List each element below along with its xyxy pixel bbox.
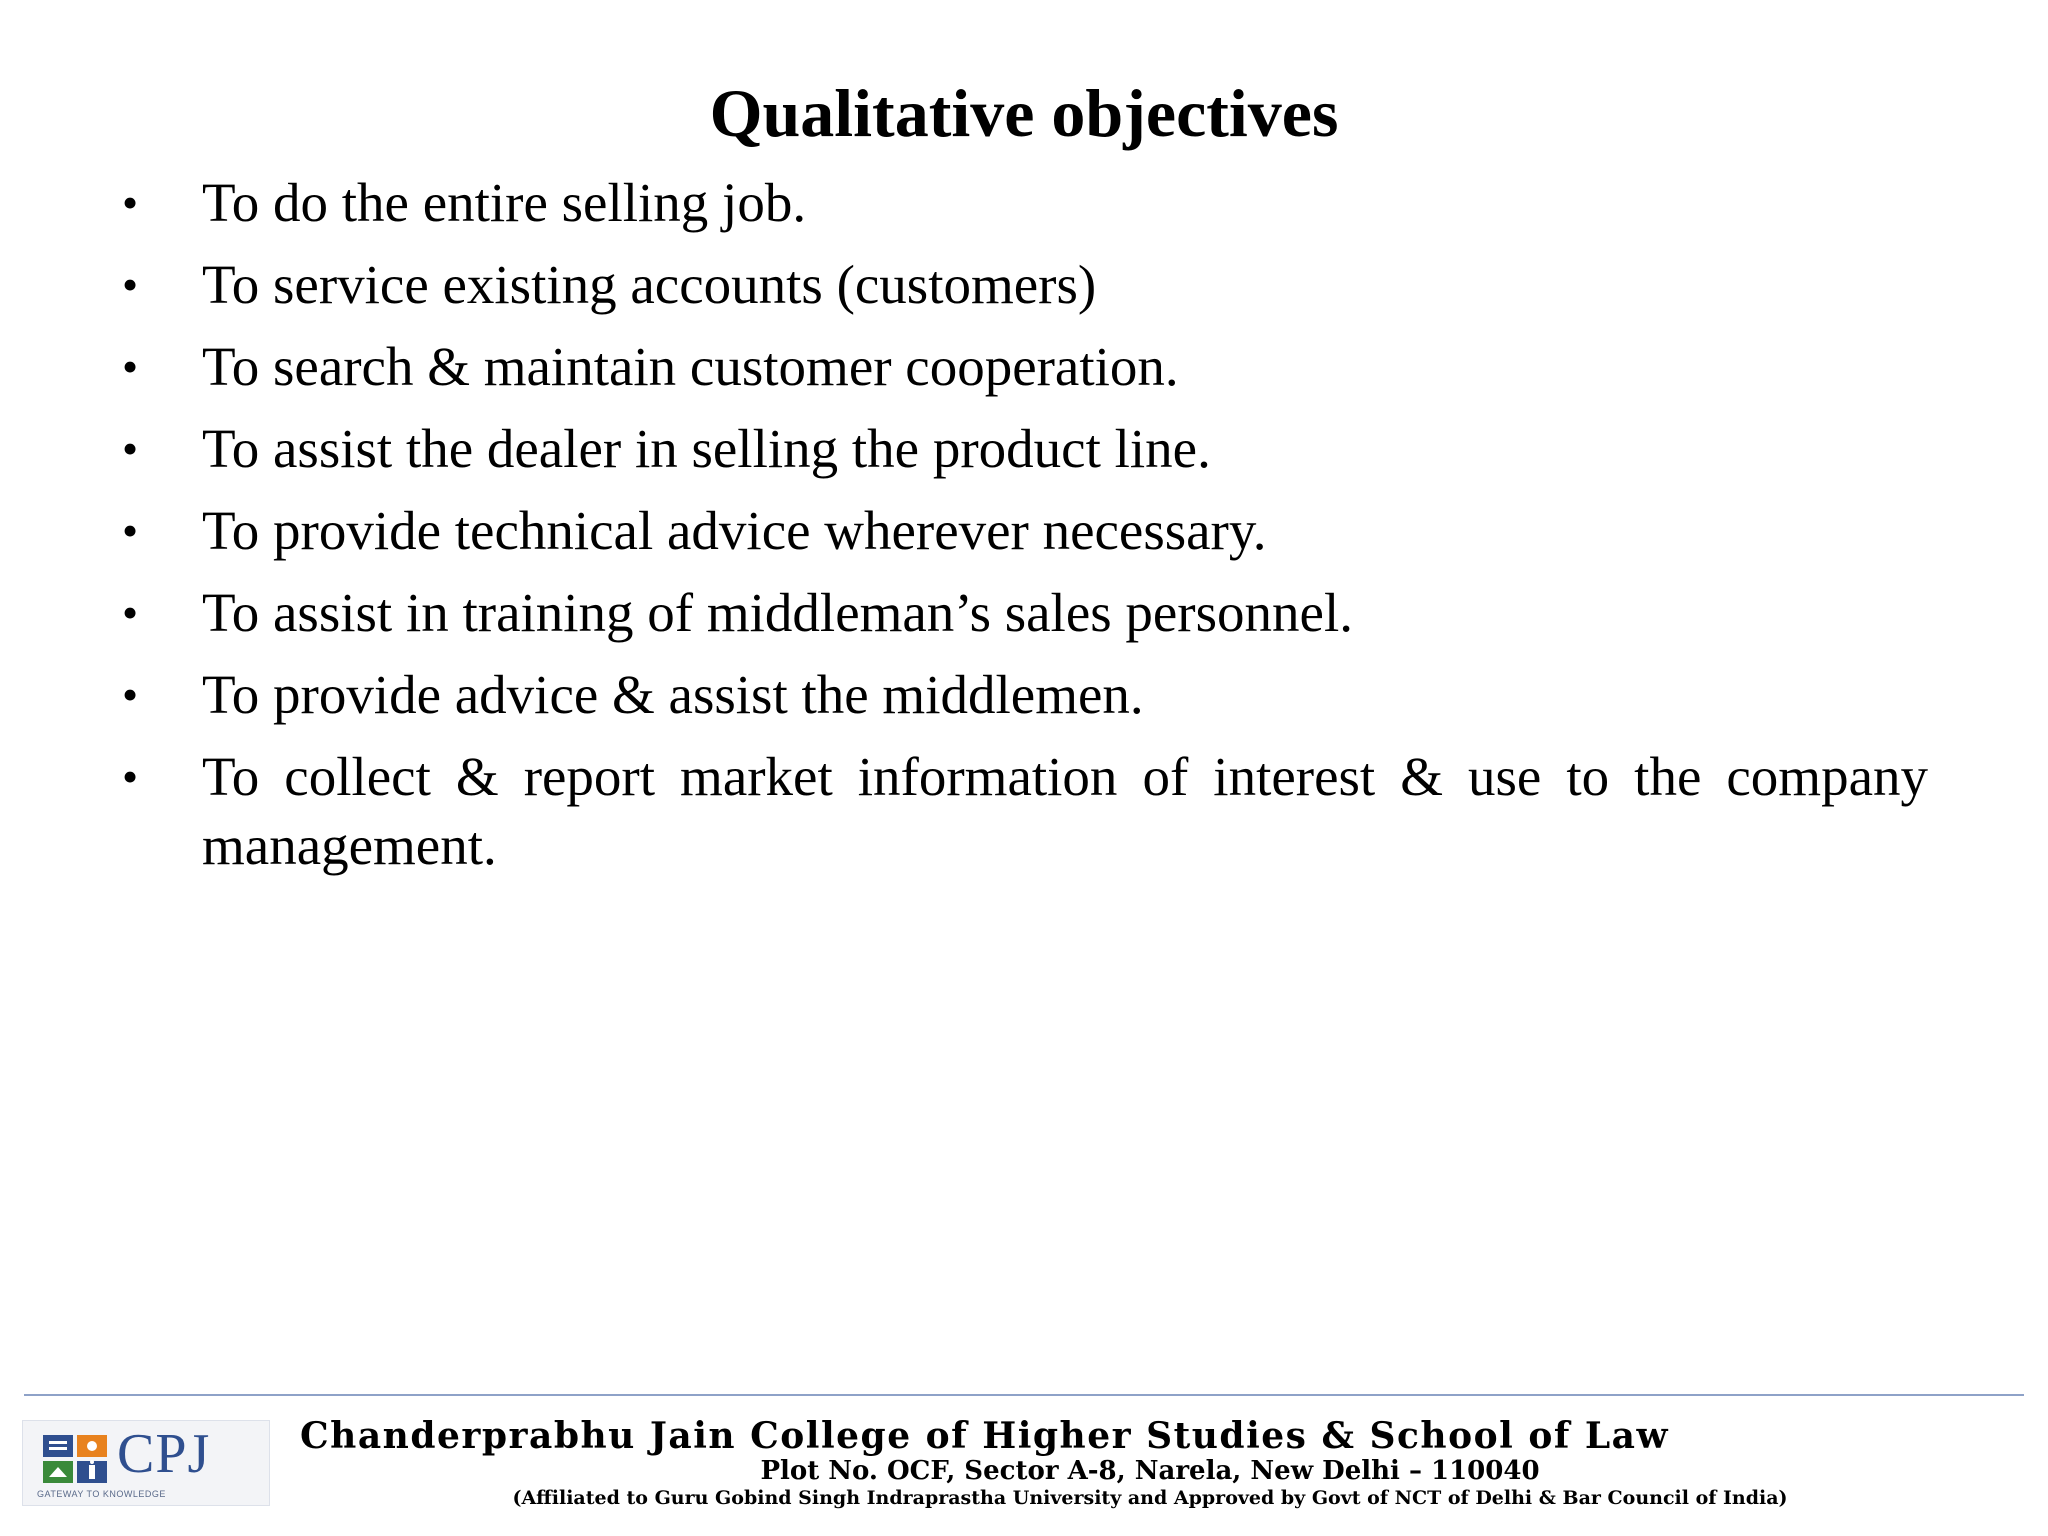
list-item bbox=[118, 168, 1928, 237]
list-item-text: To search & maintain customer cooperation. bbox=[202, 336, 1179, 397]
college-name: Chanderprabhu Jain College of Higher Studies & School of Law bbox=[300, 1415, 1670, 1457]
bullet-icon: • bbox=[122, 259, 139, 310]
list-item bbox=[118, 414, 1928, 483]
college-address: Plot No. OCF, Sector A-8, Narela, New Delhi – 110040 bbox=[760, 1456, 1540, 1486]
list-item-text: To provide technical advice wherever necessary. bbox=[202, 500, 1267, 561]
bullet-icon: • bbox=[122, 505, 139, 556]
list-item bbox=[118, 578, 1928, 647]
list-item bbox=[118, 660, 1928, 729]
college-emblem-icon bbox=[41, 1431, 111, 1487]
list-item bbox=[118, 250, 1928, 319]
college-affiliation: (Affiliated to Guru Gobind Singh Indraprastha University and Approved by Govt of NCT of Delhi & Bar Council of India) bbox=[512, 1487, 1788, 1509]
bullet-icon: • bbox=[122, 423, 139, 474]
logo-tagline: GATEWAY TO KNOWLEDGE bbox=[37, 1489, 166, 1499]
objectives-list bbox=[118, 168, 1928, 893]
list-item bbox=[118, 742, 1928, 880]
bullet-icon: • bbox=[122, 341, 139, 392]
footer-divider bbox=[24, 1394, 2024, 1396]
list-item bbox=[118, 496, 1928, 565]
college-logo bbox=[22, 1420, 270, 1506]
list-item-text: To assist the dealer in selling the product line. bbox=[202, 418, 1211, 479]
bullet-icon: • bbox=[122, 751, 139, 802]
bullet-icon: • bbox=[122, 669, 139, 720]
list-item-text: To assist in training of middleman’s sales personnel. bbox=[202, 582, 1353, 643]
list-item-text: To service existing accounts (customers) bbox=[202, 254, 1097, 315]
bullet-icon: • bbox=[122, 177, 139, 228]
logo-text: CPJ bbox=[117, 1423, 211, 1485]
list-item-text: To do the entire selling job. bbox=[202, 172, 807, 233]
list-item bbox=[118, 332, 1928, 401]
bullet-icon: • bbox=[122, 587, 139, 638]
slide-title: Qualitative objectives bbox=[709, 75, 1339, 151]
list-item-text: To collect & report market information of interest & use to the company management. bbox=[202, 746, 1928, 876]
list-item-text: To provide advice & assist the middlemen. bbox=[202, 664, 1144, 725]
